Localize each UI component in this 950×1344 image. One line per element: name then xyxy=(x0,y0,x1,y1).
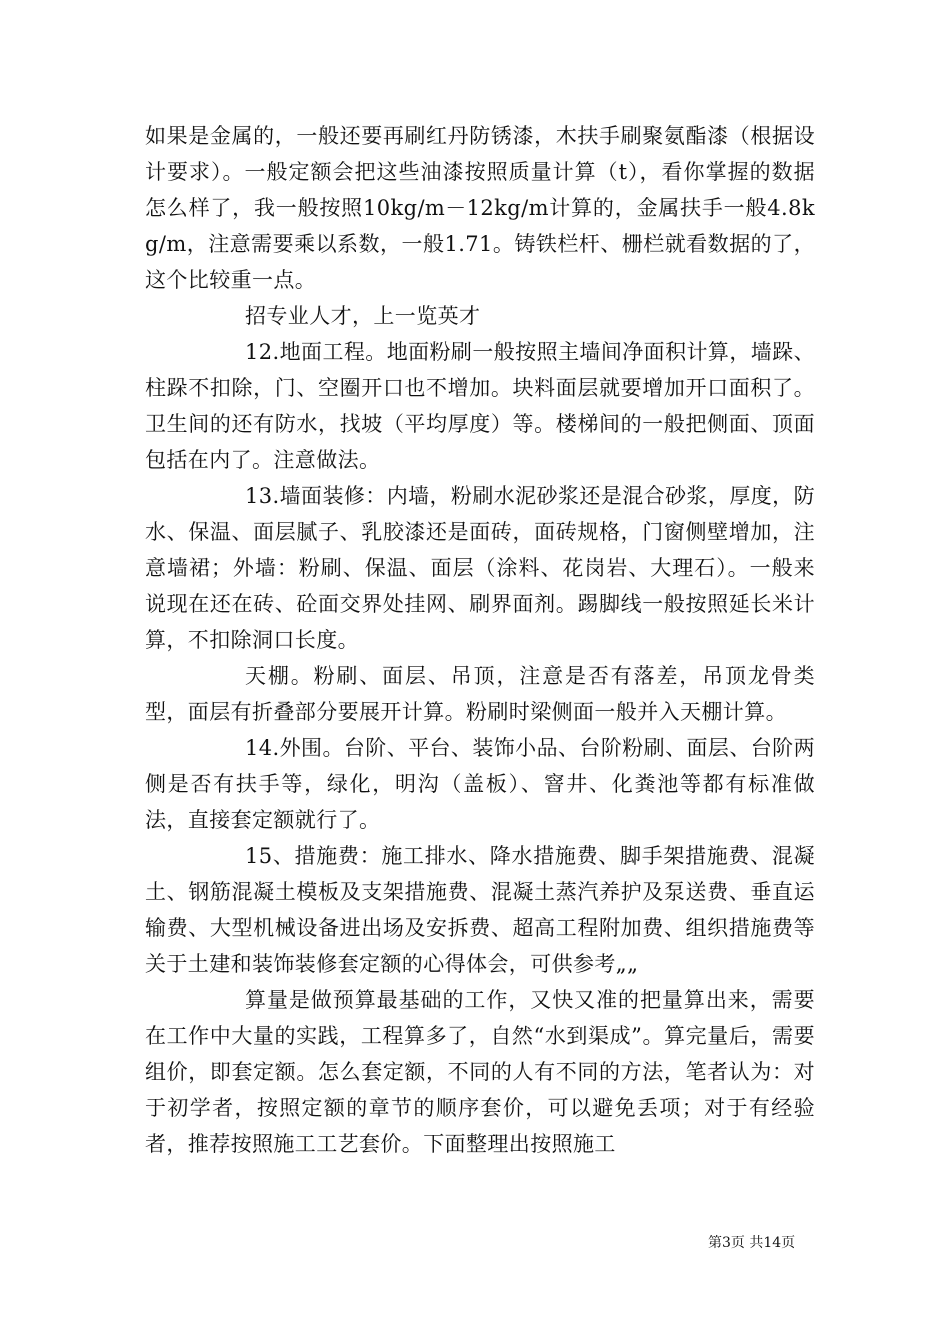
page-number-footer: 第3页 共14页 xyxy=(708,1235,796,1251)
paragraph-quantity-takeoff: 算量是做预算最基础的工作，又快又准的把量算出来，需要在工作中大量的实践，工程算多了，自然“水到渠成”。算完量后，需要组价，即套定额。怎么套定额，不同的人有不同的方法，笔者认为：对于初学者，按照定额的章节的顺序套价，可以避免丢项；对于有经验者，推荐按照施工工艺套价。下面整理出按照施工 xyxy=(145,988,815,1156)
paragraph-recruitment-line: 招专业人才，上一览英才 xyxy=(245,304,481,328)
document-body xyxy=(145,118,815,1162)
paragraph-wall-finishing: 13.墙面装修：内墙，粉刷水泥砂浆还是混合砂浆，厚度，防水、保温、面层腻子、乳胶漆还是面砖，面砖规格，门窗侧壁增加，注意墙裙；外墙：粉刷、保温、面层（涂料、花岗岩、大理石）。一般来说现在还在砖、砼面交界处挂网、刷界面剂。踢脚线一般按照延长米计算，不扣除洞口长度。 xyxy=(145,484,815,652)
paragraph-floor-works: 12.地面工程。地面粉刷一般按照主墙间净面积计算，墙跺、柱跺不扣除，门、空圈开口也不增加。块料面层就要增加开口面积了。卫生间的还有防水，找坡（平均厚度）等。楼梯间的一般把侧面、顶面包括在内了。注意做法。 xyxy=(145,340,815,472)
paragraph-exterior: 14.外围。台阶、平台、装饰小品、台阶粉刷、面层、台阶两侧是否有扶手等，绿化，明沟（盖板）、窨井、化粪池等都有标准做法，直接套定额就行了。 xyxy=(145,736,815,832)
paragraph-ceiling: 天棚。粉刷、面层、吊顶，注意是否有落差，吊顶龙骨类型，面层有折叠部分要展开计算。粉刷时梁侧面一般并入天棚计算。 xyxy=(145,664,815,724)
paragraph-metal-railing-paint: 如果是金属的，一般还要再刷红丹防锈漆，木扶手刷聚氨酯漆（根据设计要求）。一般定额会把这些油漆按照质量计算（t），看你掌握的数据怎么样了，我一般按照10kg/m－12kg/m计算的，金属扶手一般4.8kg/m，注意需要乘以系数，一般1.71。铸铁栏杆、栅栏就看数据的了，这个比较重一点。 xyxy=(145,124,815,292)
paragraph-measure-fees: 15、措施费：施工排水、降水措施费、脚手架措施费、混凝土、钢筋混凝土模板及支架措施费、混凝土蒸汽养护及泵送费、垂直运输费、大型机械设备进出场及安拆费、超高工程附加费、组织措施费等关于土建和装饰装修套定额的心得体会，可供参考„„ xyxy=(145,844,815,976)
